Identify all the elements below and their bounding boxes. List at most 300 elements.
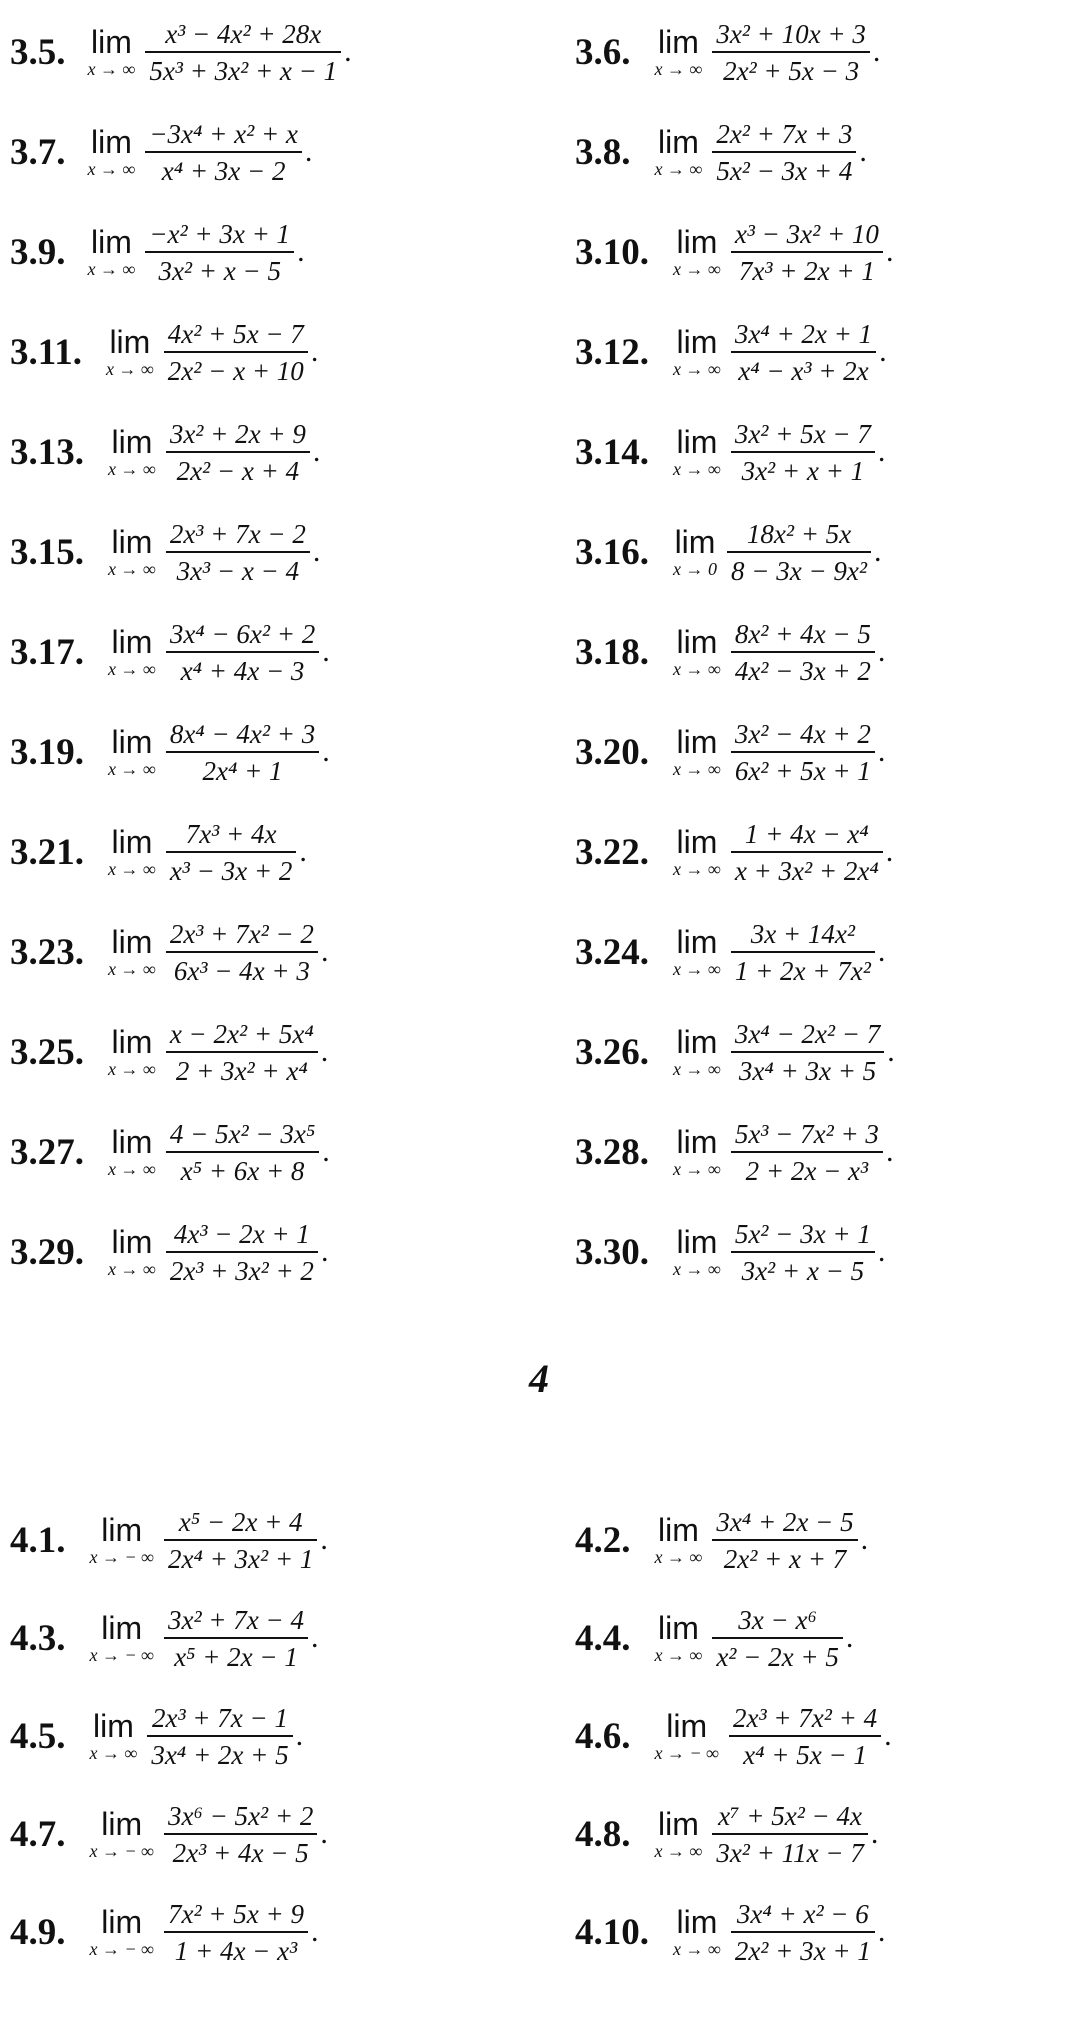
lim-word: lim bbox=[111, 924, 153, 960]
limit-operator bbox=[673, 825, 721, 879]
numerator: 4x³ − 2x + 1 bbox=[173, 1218, 310, 1249]
limit-operator bbox=[90, 1905, 154, 1959]
period: . bbox=[312, 435, 321, 468]
denominator: 2x⁴ + 1 bbox=[202, 755, 283, 786]
fraction-bar bbox=[166, 851, 297, 853]
fraction-bar bbox=[731, 651, 875, 653]
limit-subscript: x → − ∞ bbox=[89, 1645, 154, 1665]
fraction-bar bbox=[164, 1931, 308, 1933]
limit-problem bbox=[10, 812, 307, 892]
fraction-bar bbox=[731, 751, 875, 753]
limit-operator bbox=[655, 25, 703, 79]
limit-problem bbox=[10, 712, 330, 792]
period: . bbox=[320, 1817, 328, 1850]
limit-subscript: x → ∞ bbox=[654, 1841, 703, 1861]
lim-word: lim bbox=[657, 124, 699, 160]
period: . bbox=[877, 635, 886, 668]
denominator: 3x² + 11x − 7 bbox=[716, 1837, 864, 1868]
numerator: 2x³ + 7x − 1 bbox=[151, 1702, 288, 1733]
fraction-bar bbox=[164, 1637, 308, 1639]
problem-number: 3.17. bbox=[10, 631, 84, 673]
fraction-bar bbox=[731, 1251, 875, 1253]
lim-word: lim bbox=[676, 724, 718, 760]
lim-word: lim bbox=[657, 24, 699, 60]
denominator: x⁵ + 6x + 8 bbox=[180, 1155, 305, 1186]
fraction bbox=[145, 118, 302, 187]
numerator: 18x² + 5x bbox=[746, 518, 852, 549]
fraction-bar bbox=[166, 751, 319, 753]
denominator: 1 + 2x + 7x² bbox=[734, 955, 871, 986]
numerator: 8x² + 4x − 5 bbox=[734, 618, 871, 649]
limit-operator bbox=[673, 1905, 721, 1959]
numerator: x³ − 4x² + 28x bbox=[165, 18, 322, 49]
numerator: 2x² + 7x + 3 bbox=[716, 118, 853, 149]
limit-problem bbox=[10, 112, 312, 192]
limit-problem bbox=[575, 612, 885, 692]
period: . bbox=[885, 1135, 894, 1168]
lim-word: lim bbox=[109, 324, 151, 360]
lim-word: lim bbox=[657, 1610, 699, 1646]
period: . bbox=[870, 1817, 879, 1850]
problem-number: 4.10. bbox=[575, 1911, 649, 1953]
limit-problem bbox=[575, 1892, 885, 1972]
limit-subscript: x → ∞ bbox=[108, 759, 156, 779]
fraction bbox=[731, 1898, 875, 1967]
limit-subscript: x → ∞ bbox=[87, 259, 136, 279]
numerator: 7x² + 5x + 9 bbox=[167, 1898, 304, 1929]
period: . bbox=[860, 1523, 869, 1556]
period: . bbox=[877, 1915, 886, 1948]
problem-number: 3.8. bbox=[575, 131, 631, 173]
problem-number: 4.5. bbox=[10, 1715, 66, 1757]
numerator: 3x² + 7x − 4 bbox=[167, 1604, 304, 1635]
limit-operator bbox=[88, 225, 136, 279]
limit-problem bbox=[10, 612, 330, 692]
fraction bbox=[166, 1118, 319, 1187]
lim-word: lim bbox=[674, 524, 716, 560]
limit-problem bbox=[10, 1794, 328, 1874]
period: . bbox=[885, 235, 894, 268]
fraction bbox=[727, 518, 871, 587]
limit-problem bbox=[575, 812, 893, 892]
fraction-bar bbox=[166, 551, 310, 553]
numerator: 7x³ + 4x bbox=[185, 818, 277, 849]
fraction-bar bbox=[729, 1735, 881, 1737]
limit-subscript: x → ∞ bbox=[673, 459, 721, 479]
limit-subscript: x → ∞ bbox=[654, 159, 703, 179]
numerator: 3x² + 10x + 3 bbox=[716, 18, 866, 49]
problem-number: 4.3. bbox=[10, 1617, 66, 1659]
problem-number: 3.30. bbox=[575, 1231, 649, 1273]
numerator: x − 2x² + 5x⁴ bbox=[169, 1018, 314, 1049]
limit-problem bbox=[10, 1212, 328, 1292]
numerator: −3x⁴ + x² + x bbox=[149, 118, 298, 149]
numerator: 8x⁴ − 4x² + 3 bbox=[169, 718, 316, 749]
fraction-bar bbox=[145, 51, 341, 53]
lim-word: lim bbox=[90, 224, 132, 260]
period: . bbox=[877, 1235, 886, 1268]
fraction-bar bbox=[712, 151, 856, 153]
period: . bbox=[884, 1719, 892, 1752]
denominator: x⁵ + 2x − 1 bbox=[174, 1641, 298, 1672]
limit-problem bbox=[10, 912, 328, 992]
denominator: 2x³ + 3x² + 2 bbox=[169, 1255, 314, 1286]
period: . bbox=[344, 35, 352, 68]
fraction bbox=[166, 1018, 318, 1087]
fraction bbox=[166, 518, 310, 587]
numerator: 2x³ + 7x² − 2 bbox=[169, 918, 314, 949]
fraction-bar bbox=[147, 1735, 292, 1737]
limit-operator bbox=[90, 1807, 154, 1861]
denominator: 3x² + x − 5 bbox=[741, 1255, 865, 1286]
lim-word: lim bbox=[101, 1806, 143, 1842]
limit-operator bbox=[90, 1611, 154, 1665]
problem-number: 3.20. bbox=[575, 731, 649, 773]
limit-problem bbox=[575, 1598, 853, 1678]
fraction bbox=[731, 418, 875, 487]
lim-word: lim bbox=[90, 124, 132, 160]
numerator: 3x − x⁶ bbox=[738, 1604, 817, 1635]
limit-operator bbox=[106, 325, 154, 379]
limit-operator bbox=[108, 525, 156, 579]
limit-subscript: x → ∞ bbox=[108, 659, 156, 679]
limit-subscript: x → ∞ bbox=[108, 859, 156, 879]
limit-subscript: x → ∞ bbox=[673, 1059, 721, 1079]
lim-word: lim bbox=[676, 1124, 718, 1160]
lim-word: lim bbox=[676, 1224, 718, 1260]
fraction bbox=[166, 418, 310, 487]
limit-operator bbox=[673, 725, 721, 779]
fraction bbox=[164, 1604, 308, 1673]
problem-number: 3.28. bbox=[575, 1131, 649, 1173]
limit-operator bbox=[673, 425, 721, 479]
limit-operator bbox=[655, 1807, 703, 1861]
fraction-bar bbox=[164, 1539, 317, 1541]
limit-subscript: x → − ∞ bbox=[654, 1743, 719, 1763]
fraction bbox=[712, 1800, 868, 1869]
period: . bbox=[877, 935, 886, 968]
problem-number: 3.16. bbox=[575, 531, 649, 573]
limit-problem bbox=[575, 1012, 895, 1092]
denominator: 8 − 3x − 9x² bbox=[731, 555, 868, 586]
problem-number: 3.9. bbox=[10, 231, 66, 273]
limit-subscript: x → ∞ bbox=[108, 459, 156, 479]
limit-subscript: x → ∞ bbox=[673, 759, 721, 779]
fraction bbox=[166, 1218, 318, 1287]
fraction-bar bbox=[166, 1051, 318, 1053]
period: . bbox=[872, 35, 881, 68]
period: . bbox=[879, 335, 887, 368]
denominator: 5x² − 3x + 4 bbox=[716, 155, 853, 186]
fraction bbox=[731, 1018, 884, 1087]
problem-number: 3.18. bbox=[575, 631, 649, 673]
fraction bbox=[731, 618, 875, 687]
lim-word: lim bbox=[657, 1806, 699, 1842]
limit-problem bbox=[575, 1696, 892, 1776]
period: . bbox=[320, 1523, 328, 1556]
lim-word: lim bbox=[676, 1024, 718, 1060]
lim-word: lim bbox=[666, 1708, 708, 1744]
problem-number: 3.27. bbox=[10, 1131, 84, 1173]
limit-subscript: x → ∞ bbox=[673, 1259, 721, 1279]
fraction-bar bbox=[731, 1151, 883, 1153]
fraction-bar bbox=[166, 651, 319, 653]
fraction-bar bbox=[145, 151, 302, 153]
limit-subscript: x → ∞ bbox=[108, 1059, 156, 1079]
fraction-bar bbox=[731, 951, 875, 953]
fraction bbox=[145, 218, 294, 287]
limit-subscript: x → ∞ bbox=[108, 559, 156, 579]
denominator: 2x² − x + 10 bbox=[167, 355, 304, 386]
problem-number: 3.10. bbox=[575, 231, 649, 273]
problem-number: 3.14. bbox=[575, 431, 649, 473]
limit-subscript: x → − ∞ bbox=[89, 1939, 154, 1959]
fraction bbox=[164, 318, 308, 387]
denominator: x⁴ + 4x − 3 bbox=[180, 655, 305, 686]
limit-subscript: x → ∞ bbox=[108, 1259, 156, 1279]
limit-problem bbox=[575, 1794, 878, 1874]
period: . bbox=[310, 335, 319, 368]
fraction bbox=[712, 1506, 857, 1575]
fraction-bar bbox=[145, 251, 294, 253]
numerator: −x² + 3x + 1 bbox=[149, 218, 291, 249]
lim-word: lim bbox=[101, 1610, 143, 1646]
limit-operator bbox=[108, 1025, 156, 1079]
fraction-bar bbox=[727, 551, 871, 553]
period: . bbox=[320, 1035, 329, 1068]
problem-number: 3.6. bbox=[575, 31, 631, 73]
denominator: 2 + 3x² + x⁴ bbox=[175, 1055, 308, 1086]
fraction bbox=[731, 318, 876, 387]
fraction-bar bbox=[731, 1931, 875, 1933]
fraction bbox=[164, 1898, 308, 1967]
denominator: 3x³ − x − 4 bbox=[176, 555, 300, 586]
period: . bbox=[874, 535, 882, 568]
period: . bbox=[320, 935, 329, 968]
fraction bbox=[712, 1604, 843, 1673]
lim-word: lim bbox=[101, 1904, 143, 1940]
limit-subscript: x → ∞ bbox=[673, 659, 721, 679]
denominator: 6x³ − 4x + 3 bbox=[173, 955, 310, 986]
lim-word: lim bbox=[676, 224, 718, 260]
limit-problem bbox=[10, 1892, 318, 1972]
fraction bbox=[731, 818, 883, 887]
limit-problem bbox=[575, 912, 885, 992]
denominator: x³ − 3x + 2 bbox=[169, 855, 293, 886]
limit-subscript: x → ∞ bbox=[108, 959, 156, 979]
fraction-bar bbox=[712, 1833, 868, 1835]
limit-problem bbox=[575, 1500, 868, 1580]
numerator: 3x⁴ − 2x² − 7 bbox=[734, 1018, 881, 1049]
problem-number: 4.7. bbox=[10, 1813, 66, 1855]
limit-subscript: x → ∞ bbox=[673, 959, 721, 979]
denominator: 2x² + 5x − 3 bbox=[723, 55, 860, 86]
problem-number: 3.24. bbox=[575, 931, 649, 973]
problem-number: 3.25. bbox=[10, 1031, 84, 1073]
period: . bbox=[295, 1719, 304, 1752]
lim-word: lim bbox=[92, 1708, 134, 1744]
lim-word: lim bbox=[676, 624, 718, 660]
denominator: 5x³ + 3x² + x − 1 bbox=[149, 55, 338, 86]
denominator: 3x⁴ + 2x + 5 bbox=[151, 1739, 289, 1770]
problem-number: 4.4. bbox=[575, 1617, 631, 1659]
limit-operator bbox=[108, 725, 156, 779]
limit-subscript: x → ∞ bbox=[654, 1547, 703, 1567]
denominator: x + 3x² + 2x⁴ bbox=[734, 855, 879, 886]
numerator: 3x + 14x² bbox=[750, 918, 855, 949]
fraction bbox=[164, 1800, 317, 1869]
period: . bbox=[887, 1035, 895, 1068]
denominator: 3x² + x − 5 bbox=[158, 255, 281, 286]
limit-subscript: x → ∞ bbox=[654, 59, 703, 79]
limit-operator bbox=[108, 825, 156, 879]
limit-operator bbox=[673, 1025, 721, 1079]
limit-operator bbox=[108, 925, 156, 979]
fraction-bar bbox=[166, 1151, 319, 1153]
limit-problem bbox=[575, 712, 885, 792]
limit-subscript: x → ∞ bbox=[89, 1743, 138, 1763]
numerator: 2x³ + 7x² + 4 bbox=[732, 1702, 878, 1733]
limit-problem bbox=[10, 1696, 303, 1776]
limit-operator bbox=[673, 1225, 721, 1279]
numerator: 3x² − 4x + 2 bbox=[734, 718, 871, 749]
numerator: 3x² + 2x + 9 bbox=[169, 418, 306, 449]
lim-word: lim bbox=[90, 24, 132, 60]
limit-operator bbox=[673, 625, 721, 679]
period: . bbox=[312, 535, 321, 568]
limit-subscript: x → − ∞ bbox=[89, 1547, 154, 1567]
limit-problem bbox=[575, 1212, 885, 1292]
fraction bbox=[731, 1118, 883, 1187]
problem-number: 3.5. bbox=[10, 31, 66, 73]
limit-problem bbox=[575, 412, 885, 492]
limit-subscript: x → 0 bbox=[673, 559, 717, 579]
limit-operator bbox=[655, 1611, 703, 1665]
denominator: 2x² + x + 7 bbox=[723, 1543, 847, 1574]
denominator: x² − 2x + 5 bbox=[716, 1641, 839, 1672]
limit-subscript: x → − ∞ bbox=[89, 1841, 154, 1861]
denominator: 2x³ + 4x − 5 bbox=[172, 1837, 309, 1868]
denominator: 2x⁴ + 3x² + 1 bbox=[167, 1543, 314, 1574]
problem-number: 3.26. bbox=[575, 1031, 649, 1073]
problem-number: 3.29. bbox=[10, 1231, 84, 1273]
problem-number: 3.21. bbox=[10, 831, 84, 873]
fraction bbox=[166, 718, 319, 787]
limit-subscript: x → ∞ bbox=[105, 359, 154, 379]
denominator: 2x² + 3x + 1 bbox=[734, 1935, 871, 1966]
fraction bbox=[731, 918, 875, 987]
numerator: 3x⁴ + 2x + 1 bbox=[734, 318, 873, 349]
limit-operator bbox=[673, 325, 721, 379]
problem-number: 4.1. bbox=[10, 1519, 66, 1561]
limit-problem bbox=[10, 12, 352, 92]
denominator: 3x² + x + 1 bbox=[741, 455, 865, 486]
lim-word: lim bbox=[101, 1512, 143, 1548]
numerator: 3x² + 5x − 7 bbox=[734, 418, 871, 449]
fraction bbox=[166, 918, 318, 987]
fraction bbox=[164, 1506, 317, 1575]
limit-operator bbox=[90, 1513, 154, 1567]
limit-subscript: x → ∞ bbox=[673, 1159, 721, 1179]
lim-word: lim bbox=[676, 324, 718, 360]
numerator: 1 + 4x − x⁴ bbox=[744, 818, 869, 849]
denominator: 2x² − x + 4 bbox=[176, 455, 300, 486]
period: . bbox=[877, 735, 886, 768]
limit-subscript: x → ∞ bbox=[654, 1645, 703, 1665]
fraction bbox=[731, 1218, 875, 1287]
limit-subscript: x → ∞ bbox=[673, 359, 721, 379]
fraction-bar bbox=[731, 1051, 884, 1053]
fraction bbox=[731, 218, 883, 287]
limit-problem bbox=[575, 312, 887, 392]
lim-word: lim bbox=[657, 1512, 699, 1548]
limit-operator bbox=[673, 1125, 721, 1179]
limit-problem bbox=[575, 212, 893, 292]
lim-word: lim bbox=[676, 1904, 718, 1940]
fraction-bar bbox=[712, 1637, 843, 1639]
fraction-bar bbox=[712, 51, 870, 53]
limit-subscript: x → ∞ bbox=[673, 859, 721, 879]
fraction bbox=[731, 718, 875, 787]
numerator: 5x³ − 7x² + 3 bbox=[734, 1118, 879, 1149]
limit-operator bbox=[673, 225, 721, 279]
fraction-bar bbox=[731, 451, 875, 453]
denominator: 2 + 2x − x³ bbox=[745, 1155, 869, 1186]
limit-operator bbox=[90, 1709, 138, 1763]
lim-word: lim bbox=[111, 1124, 153, 1160]
problem-number: 4.2. bbox=[575, 1519, 631, 1561]
limit-problem bbox=[575, 1112, 893, 1192]
numerator: 2x³ + 7x − 2 bbox=[169, 518, 306, 549]
denominator: x⁴ − x³ + 2x bbox=[738, 355, 869, 386]
fraction-bar bbox=[731, 351, 876, 353]
lim-word: lim bbox=[111, 1024, 153, 1060]
denominator: 1 + 4x − x³ bbox=[174, 1935, 298, 1966]
numerator: x⁵ − 2x + 4 bbox=[178, 1506, 303, 1537]
section-heading: 4 bbox=[529, 1356, 549, 1401]
problem-number: 4.8. bbox=[575, 1813, 631, 1855]
limit-operator bbox=[673, 525, 717, 579]
limit-problem bbox=[575, 512, 882, 592]
limit-operator bbox=[108, 625, 156, 679]
limit-problem bbox=[10, 312, 318, 392]
numerator: 3x⁶ − 5x² + 2 bbox=[167, 1800, 314, 1831]
limit-operator bbox=[88, 25, 136, 79]
problem-number: 3.22. bbox=[575, 831, 649, 873]
period: . bbox=[845, 1621, 854, 1654]
fraction-bar bbox=[712, 1539, 857, 1541]
denominator: 6x² + 5x + 1 bbox=[734, 755, 871, 786]
fraction bbox=[147, 1702, 292, 1771]
limit-operator bbox=[655, 1513, 703, 1567]
problem-number: 3.7. bbox=[10, 131, 66, 173]
fraction-bar bbox=[166, 951, 318, 953]
lim-word: lim bbox=[111, 624, 153, 660]
period: . bbox=[877, 435, 886, 468]
denominator: x⁴ + 5x − 1 bbox=[743, 1739, 867, 1770]
numerator: 3x⁴ + 2x − 5 bbox=[716, 1506, 854, 1537]
numerator: x⁷ + 5x² − 4x bbox=[718, 1800, 863, 1831]
limit-problem bbox=[575, 12, 880, 92]
limit-problem bbox=[10, 512, 320, 592]
period: . bbox=[320, 1235, 329, 1268]
limit-problem bbox=[10, 212, 305, 292]
fraction-bar bbox=[731, 251, 883, 253]
limit-problem bbox=[10, 412, 320, 492]
fraction-bar bbox=[164, 1833, 317, 1835]
lim-word: lim bbox=[111, 524, 153, 560]
period: . bbox=[310, 1915, 319, 1948]
